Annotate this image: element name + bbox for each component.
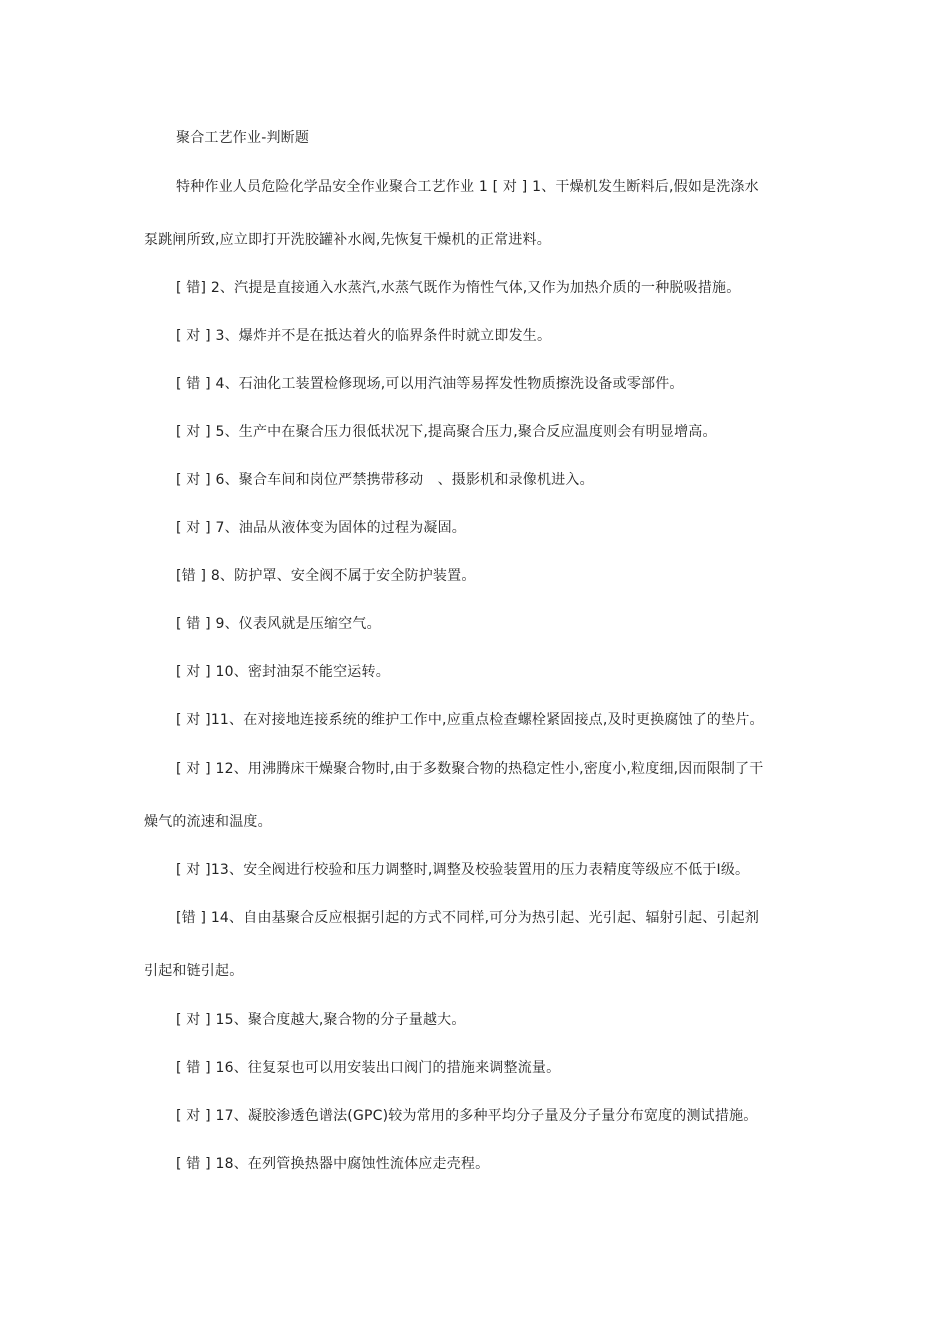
- paragraph-line: [ 对 ] 12、用沸腾床干燥聚合物时,由于多数聚合物的热稳定性小,密度小,粒度细,因而限制了干: [176, 761, 764, 777]
- paragraph-line: [ 对 ]13、安全阀进行校验和压力调整时,调整及校验装置用的压力表精度等级应不低于Ⅰ级。: [176, 862, 750, 878]
- paragraph-line: [ 对 ] 3、爆炸并不是在抵达着火的临界条件时就立即发生。: [176, 328, 552, 344]
- paragraph-line: 泵跳闸所致,应立即打开洗胶罐补水阀,先恢复干燥机的正常进料。: [144, 232, 551, 248]
- paragraph-line: [ 对 ] 5、生产中在聚合压力很低状况下,提高聚合压力,聚合反应温度则会有明显增高。: [176, 424, 717, 440]
- paragraph-line: [ 对 ] 15、聚合度越大,聚合物的分子量越大。: [176, 1012, 466, 1028]
- paragraph-line: [ 对 ] 10、密封油泵不能空运转。: [176, 664, 390, 680]
- paragraph-line: [ 错 ] 16、往复泵也可以用安装出口阀门的措施来调整流量。: [176, 1060, 561, 1076]
- paragraph-line: 特种作业人员危险化学品安全作业聚合工艺作业 1 [ 对 ] 1、干燥机发生断料后,假如是洗涤水: [176, 179, 759, 195]
- paragraph-line: [ 错 ] 4、石油化工装置检修现场,可以用汽油等易挥发性物质擦洗设备或零部件。: [176, 376, 684, 392]
- paragraph-line: 引起和链引起。: [144, 963, 244, 979]
- paragraph-line: 燥气的流速和温度。: [144, 814, 272, 830]
- paragraph-line: [ 错 ] 9、仪表风就是压缩空气。: [176, 616, 381, 632]
- page-title: 聚合工艺作业-判断题: [176, 130, 310, 146]
- paragraph-line: [ 错 ] 18、在列管换热器中腐蚀性流体应走壳程。: [176, 1156, 490, 1172]
- paragraph-line: [ 对 ]11、在对接地连接系统的维护工作中,应重点检查螺栓紧固接点,及时更换腐蚀了的垫片。: [176, 712, 764, 728]
- paragraph-line: [ 错] 2、汽提是直接通入水蒸汽,水蒸气既作为惰性气体,又作为加热介质的一种脱吸措施。: [176, 280, 741, 296]
- paragraph-line: [ 对 ] 7、油品从液体变为固体的过程为凝固。: [176, 520, 466, 536]
- paragraph-line: [错 ] 14、自由基聚合反应根据引起的方式不同样,可分为热引起、光引起、辐射引起、引起剂: [176, 910, 760, 926]
- paragraph-line: [错 ] 8、防护罩、安全阀不属于安全防护装置。: [176, 568, 476, 584]
- paragraph-line: [ 对 ] 6、聚合车间和岗位严禁携带移动 、摄影机和录像机进入。: [176, 472, 594, 488]
- paragraph-line: [ 对 ] 17、凝胶渗透色谱法(GPC)较为常用的多种平均分子量及分子量分布宽度的测试措施。: [176, 1108, 758, 1124]
